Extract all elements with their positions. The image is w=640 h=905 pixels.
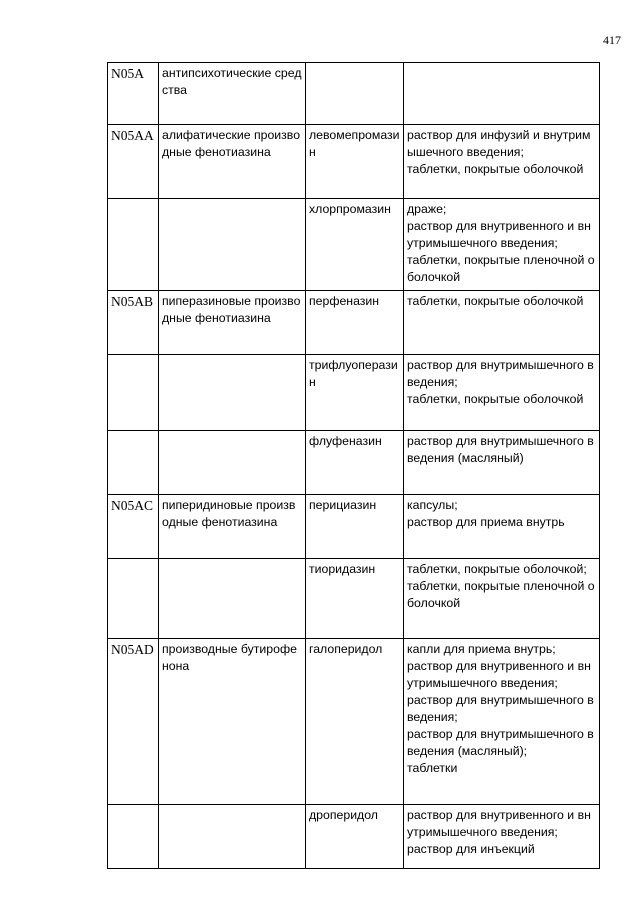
- table-row: [108, 199, 600, 291]
- dosage-form-item: таблетки: [407, 761, 458, 775]
- drug-name-cell: перициазин: [306, 495, 404, 559]
- dosage-form-item: раствор для внутримышечного введения;: [407, 358, 594, 389]
- atc-code-cell: N05A: [108, 63, 159, 125]
- dosage-form-item: драже;: [407, 202, 447, 216]
- dosage-form-item: раствор для внутримышечного введения;: [407, 693, 594, 724]
- atc-code-cell: [108, 431, 159, 495]
- table-row: [108, 291, 600, 355]
- dosage-form-cell: [404, 431, 600, 495]
- dosage-form-item: таблетки, покрытые оболочкой: [407, 294, 584, 308]
- dosage-form-item: раствор для приема внутрь: [407, 515, 565, 529]
- page-number: 417: [603, 33, 621, 47]
- table-row: [108, 495, 600, 559]
- dosage-form-cell: [404, 495, 600, 559]
- group-cell: [159, 805, 306, 869]
- dosage-form-item: раствор для внутримышечного введения (масляный): [407, 434, 594, 465]
- drug-name-cell: [306, 63, 404, 125]
- table-row: [108, 559, 600, 639]
- table-row: [108, 639, 600, 805]
- drug-name-cell: галоперидол: [306, 639, 404, 805]
- group-cell: [159, 559, 306, 639]
- group-cell: производные бутирофенона: [159, 639, 306, 805]
- drug-table: [107, 62, 600, 869]
- table-row: [108, 431, 600, 495]
- drug-name-cell: перфеназин: [306, 291, 404, 355]
- table-row: [108, 63, 600, 125]
- group-cell: [159, 355, 306, 431]
- group-cell: пиперазиновые производные фенотиазина: [159, 291, 306, 355]
- dosage-form-item: раствор для внутривенного и внутримышечного введения;: [407, 219, 591, 250]
- dosage-form-cell: [404, 291, 600, 355]
- dosage-form-cell: [404, 355, 600, 431]
- dosage-form-cell: [404, 559, 600, 639]
- dosage-form-item: таблетки, покрытые оболочкой;: [407, 562, 587, 576]
- dosage-form-item: раствор для внутривенного и внутримышечного введения;: [407, 808, 591, 839]
- dosage-form-item: таблетки, покрытые пленочной оболочкой: [407, 579, 595, 610]
- atc-code-cell: N05AA: [108, 125, 159, 199]
- table-row: [108, 125, 600, 199]
- group-cell: [159, 199, 306, 291]
- dosage-form-cell: [404, 125, 600, 199]
- dosage-form-cell: [404, 199, 600, 291]
- dosage-form-item: раствор для внутривенного и внутримышечного введения;: [407, 659, 591, 690]
- atc-code-cell: N05AC: [108, 495, 159, 559]
- dosage-form-cell: [404, 805, 600, 869]
- drug-name-cell: флуфеназин: [306, 431, 404, 495]
- dosage-form-item: капли для приема внутрь;: [407, 642, 556, 656]
- atc-code-cell: [108, 559, 159, 639]
- atc-code-cell: N05AD: [108, 639, 159, 805]
- dosage-form-item: таблетки, покрытые оболочкой: [407, 162, 584, 176]
- atc-code-cell: [108, 355, 159, 431]
- dosage-form-item: раствор для внутримышечного введения (масляный);: [407, 727, 594, 758]
- dosage-form-cell: [404, 639, 600, 805]
- atc-code-cell: [108, 805, 159, 869]
- dosage-form-item: таблетки, покрытые оболочкой: [407, 392, 584, 406]
- dosage-form-item: раствор для инъекций: [407, 842, 535, 856]
- table-body: [108, 63, 600, 869]
- group-cell: антипсихотические средства: [159, 63, 306, 125]
- dosage-form-item: раствор для инфузий и внутримышечного введения;: [407, 128, 591, 159]
- group-cell: [159, 431, 306, 495]
- atc-code-cell: [108, 199, 159, 291]
- drug-name-cell: трифлуоперазин: [306, 355, 404, 431]
- dosage-form-item: таблетки, покрытые пленочной оболочкой: [407, 253, 595, 284]
- drug-name-cell: тиоридазин: [306, 559, 404, 639]
- dosage-form-item: капсулы;: [407, 498, 458, 512]
- dosage-form-cell: [404, 63, 600, 125]
- drug-name-cell: дроперидол: [306, 805, 404, 869]
- table-row: [108, 355, 600, 431]
- group-cell: алифатические производные фенотиазина: [159, 125, 306, 199]
- table-row: [108, 805, 600, 869]
- atc-code-cell: N05AB: [108, 291, 159, 355]
- drug-name-cell: левомепромазин: [306, 125, 404, 199]
- group-cell: пиперидиновые производные фенотиазина: [159, 495, 306, 559]
- drug-name-cell: хлорпромазин: [306, 199, 404, 291]
